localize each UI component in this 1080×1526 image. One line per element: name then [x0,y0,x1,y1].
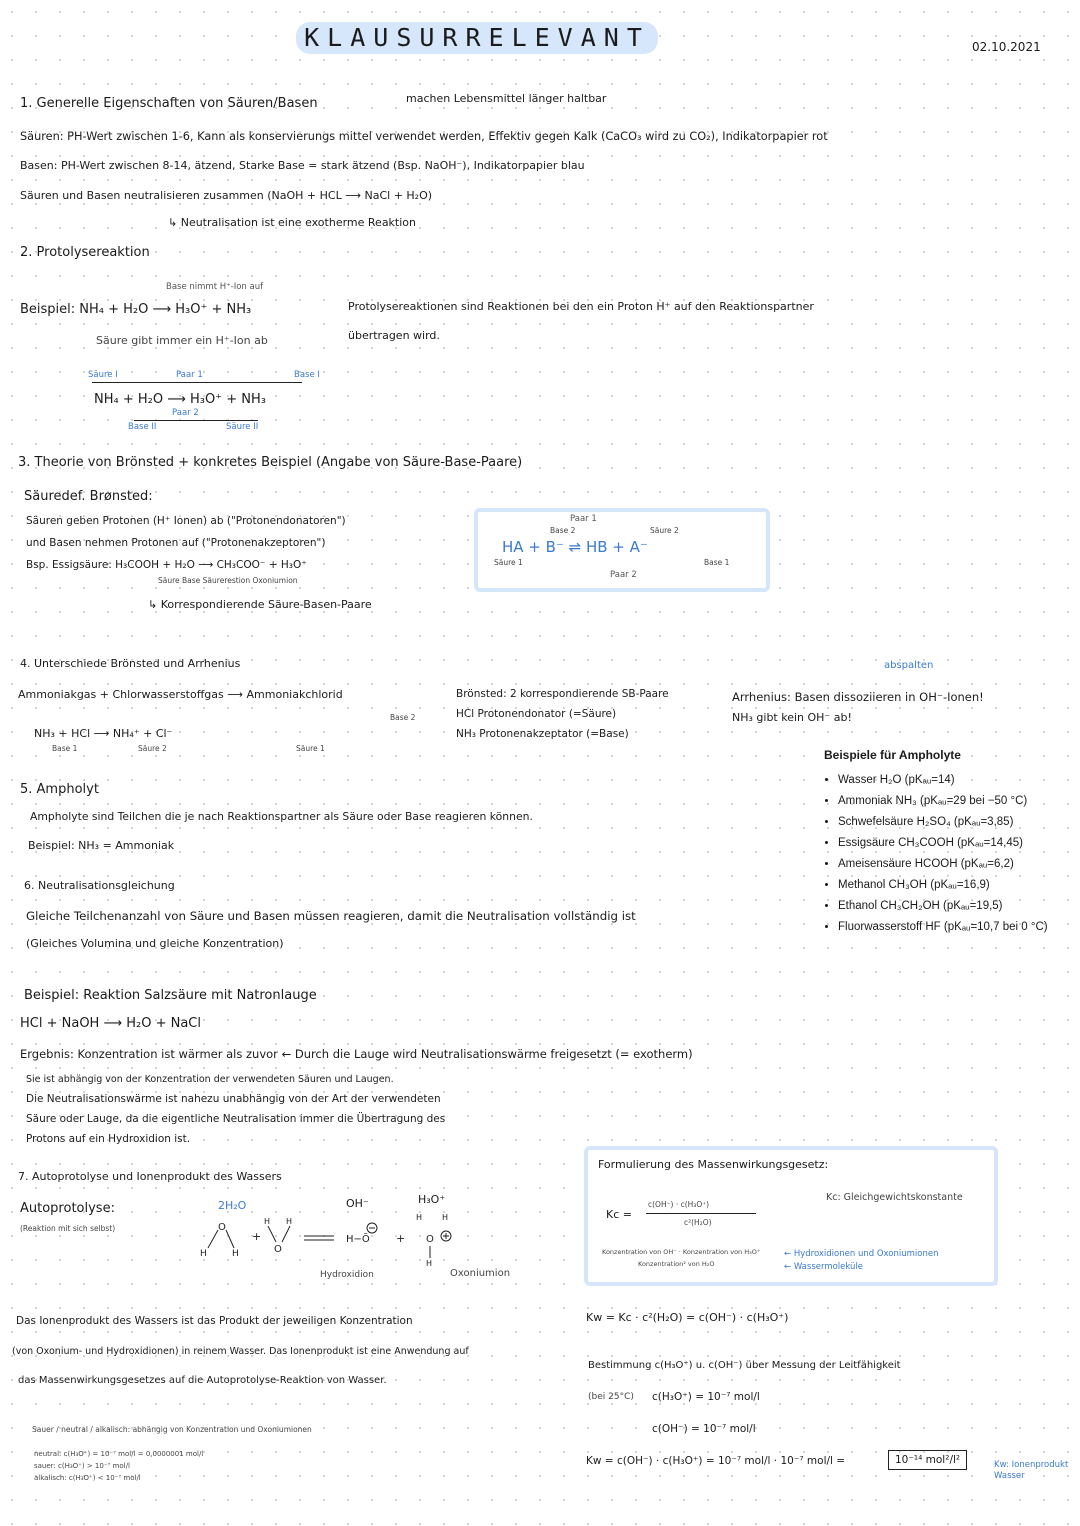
svg-text:O: O [426,1234,434,1245]
protolysis-definition-1: Protolysereaktionen sind Reaktionen bei den ein Proton H⁺ auf den Reaktionspartner [348,300,814,313]
base-label-top: Base nimmt H⁺-Ion auf [166,282,264,292]
section-4-heading: 4. Unterschiede Brönsted und Arrhenius [20,657,241,670]
label-base-2: Base 2 [390,713,416,722]
protolysis-definition-2: übertragen wird. [348,329,440,342]
kc-label: Kc: Gleichgewichtskonstante [826,1192,963,1203]
box-acid-1: Säure 1 [494,558,523,567]
svg-text:+: + [396,1232,406,1245]
pair-label-base-1: Base I [294,370,320,380]
acidity-note: Sauer / neutral / alkalisch: abhängig von Konzentration und Oxoniumionen [32,1425,312,1434]
ionic-product-text-3: das Massenwirkungsgesetzes auf die Autoprotolyse-Reaktion von Wasser. [18,1375,387,1386]
result-detail-1: Sie ist abhängig von der Konzentration der verwendeten Säuren und Laugen. [26,1074,394,1085]
bases-properties: Basen: PH-Wert zwischen 8-14, ätzend, Starke Base = stark ätzend (Bsp. NaOH⁻), Indikatorpapier blau [20,159,585,172]
bronsted-line-2: und Basen nehmen Protonen auf ("Protonenakzeptoren") [26,537,326,549]
neutralization-condition: Gleiche Teilchenanzahl von Säure und Basen müssen reagieren, damit die Neutralisation vollständig ist [26,909,636,923]
kc-denominator: c²(H₂O) [684,1218,712,1227]
list-item: • Schwefelsäure H₂SO₄ (pKₐᵤ=3,85) [838,812,1054,833]
box-base-2: Base 2 [550,526,576,535]
alkaline-condition: alkalisch: c(H₃O⁺) < 10⁻⁷ mol/l [34,1474,141,1482]
kw-definition: Kw = Kc · c²(H₂O) = c(OH⁻) · c(H₃O⁺) [586,1311,789,1324]
bronsted-note-3: NH₃ Protonenakzeptator (=Base) [456,728,629,740]
mass-action-box [584,1146,998,1286]
ionic-product-text-1: Das Ionenprodukt des Wassers ist das Produkt der jeweiligen Konzentration [16,1315,413,1327]
bronsted-example-labels: Säure Base Säurerestion Oxoniumion [158,576,298,585]
result-detail-3: Säure oder Lauge, da die eigentliche Neutralisation immer die Übertragung des [26,1113,446,1125]
kw-temperature: (bei 25°C) [588,1392,634,1402]
acid-base-pair-box [474,508,770,592]
box-pair-2: Paar 2 [610,570,637,580]
water-formula: 2H₂O [218,1199,247,1212]
autoprotolysis-label: Autoprotolyse: [20,1201,115,1216]
svg-text:H: H [442,1213,449,1222]
bronsted-note-2: HCl Protonendonator (=Säure) [456,708,617,720]
pair-label-pair-1: Paar 1 [176,370,203,380]
list-item: • Ethanol CH₃CH₂OH (pKₐᵤ=19,5) [838,896,1054,917]
kw-oh: c(OH⁻) = 10⁻⁷ mol/l [652,1423,756,1435]
label-acid-2: Säure 2 [138,744,167,753]
section-7-heading: 7. Autoprotolyse und Ionenprodukt des Wassers [18,1170,282,1183]
list-item: • Ameisensäure HCOOH (pKₐᵤ=6,2) [838,854,1054,875]
acids-properties: Säuren: PH-Wert zwischen 1-6, Kann als konservierungs mittel verwendet werden, Effektiv gegen Kalk (CaCO₃ wird zu CO₂), Indikatorpapier rot [20,130,828,143]
hydroxide-label: Hydroxidion [320,1270,374,1280]
svg-text:H: H [416,1213,423,1222]
oxonium-formula: H₃O⁺ [418,1193,446,1206]
neutral-condition: neutral: c(H₃O⁺) = 10⁻⁷ mol/l = 0,0000001 mol/l [34,1450,204,1458]
list-item: • Ammoniak NH₃ (pKₐᵤ=29 bei −50 °C) [838,791,1054,812]
mwg-side-1: ← Hydroxidionen und Oxoniumionen [784,1249,939,1259]
date: 02.10.2021 [972,40,1041,54]
list-item: • Fluorwasserstoff HF (pKₐᵤ=10,7 bei 0 °C) [838,917,1054,938]
mwg-footnote-1: Konzentration von OH⁻ · Konzentration von H₃O⁺ [602,1248,761,1256]
neutralization-condition-2: (Gleiches Volumina und gleiche Konzentration) [26,937,284,950]
svg-text:O: O [218,1222,226,1233]
kw-result: 10⁻¹⁴ mol²/l² [888,1450,967,1470]
svg-text:H: H [232,1249,239,1259]
abspalten-note: abspalten [884,660,934,671]
svg-text:+: + [252,1230,262,1243]
mwg-side-2: ← Wassermoleküle [784,1262,864,1272]
list-item: • Wasser H₂O (pKₐᵤ=14) [838,770,1054,791]
ammonia-reaction-words: Ammoniakgas + Chlorwasserstoffgas ⟶ Ammoniakchlorid [18,688,343,701]
box-pair-1: Paar 1 [570,514,597,524]
kc-symbol: Kc = [606,1208,632,1221]
list-item: • Essigsäure CH₃COOH (pKₐᵤ=14,45) [838,833,1054,854]
mwg-title: Formulierung des Massenwirkungsgesetz: [598,1158,829,1171]
kw-measurement: Bestimmung c(H₃O⁺) u. c(OH⁻) über Messung der Leitfähigkeit [588,1360,901,1371]
result-line: Ergebnis: Konzentration ist wärmer als zuvor ← Durch die Lauge wird Neutralisationswärme freigesetzt (= exotherm) [20,1047,693,1061]
list-item: • Methanol CH₃OH (pKₐᵤ=16,9) [838,875,1054,896]
section-1-annotation: machen Lebensmittel länger haltbar [406,92,607,105]
pair-label-pair-2: Paar 2 [172,408,199,418]
ionic-product-text-2: (von Oxonium- und Hydroxidionen) in reinem Wasser. Das Ionenprodukt ist eine Anwendung auf [12,1346,469,1357]
mwg-footnote-2: Konzentration² von H₂O [638,1260,715,1268]
protolysis-example: Beispiel: NH₄ + H₂O ⟶ H₃O⁺ + NH₃ [20,302,252,317]
svg-text:H: H [264,1217,271,1226]
acid-label-bottom: Säure gibt immer ein H⁺-Ion ab [96,334,268,347]
ampholyte-examples [824,748,1054,938]
ammonia-reaction-formula: NH₃ + HCl ⟶ NH₄⁺ + Cl⁻ [34,727,173,740]
bronsted-acid-def: Säuredef. Brønsted: [24,489,153,504]
autoprotolysis-structures [196,1210,456,1268]
arrhenius-note-2: NH₃ gibt kein OH⁻ ab! [732,711,852,724]
acid-condition: sauer: c(H₃O⁺) > 10⁻⁷ mol/l [34,1462,130,1470]
box-equation: HA + B⁻ ⇌ HB + A⁻ [502,538,648,556]
box-base-1: Base 1 [704,558,730,567]
pair-label-acid-1: Säure I [88,370,118,380]
section-1-heading: 1. Generelle Eigenschaften von Säuren/Basen [20,96,318,111]
section-3-heading: 3. Theorie von Brönsted + konkretes Beispiel (Angabe von Säure-Base-Paare) [18,455,523,470]
svg-text:H: H [426,1259,433,1268]
neutralize-line: Säuren und Basen neutralisieren zusammen (NaOH + HCL ⟶ NaCl + H₂O) [20,189,433,202]
corresponding-pairs: ↳ Korrespondierende Säure-Basen-Paare [148,598,372,611]
bronsted-example: Bsp. Essigsäure: H₃COOH + H₂O ⟶ CH₃COO⁻ + H₃O⁺ [26,559,307,571]
pair-label-acid-2: Säure II [226,422,259,432]
box-acid-2: Säure 2 [650,526,679,535]
bronsted-note-1: Brönsted: 2 korrespondierende SB-Paare [456,688,669,700]
pair-label-base-2: Base II [128,422,157,432]
neutralization-equation: HCl + NaOH ⟶ H₂O + NaCl [20,1016,201,1031]
kw-calculation: Kw = c(OH⁻) · c(H₃O⁺) = 10⁻⁷ mol/l · 10⁻⁷ mol/l = [586,1455,846,1467]
arrhenius-note-1: Arrhenius: Basen dissoziieren in OH⁻-Ionen! [732,690,984,704]
label-base-1: Base 1 [52,744,78,753]
page-title: KLAUSURRELEVANT [296,22,658,54]
svg-text:O: O [274,1244,282,1255]
hydroxide-formula: OH⁻ [346,1197,369,1210]
kc-numerator: c(OH⁻) · c(H₃O⁺) [648,1200,710,1209]
section-2-heading: 2. Protolysereaktion [20,245,150,260]
autoprotolysis-sub: (Reaktion mit sich selbst) [20,1224,116,1233]
section-5-heading: 5. Ampholyt [20,782,99,797]
pair-equation: NH₄ + H₂O ⟶ H₃O⁺ + NH₃ [94,392,266,407]
label-acid-1: Säure 1 [296,744,325,753]
bronsted-line-1: Säuren geben Protonen (H⁺ Ionen) ab ("Protonendonatoren") [26,515,346,527]
oxonium-label: Oxoniumion [450,1268,511,1279]
result-detail-2: Die Neutralisationswärme ist nahezu unabhängig von der Art der verwendeten [26,1093,441,1105]
section-6-heading: 6. Neutralisationsgleichung [24,879,175,892]
exothermic-note: ↳ Neutralisation ist eine exotherme Reaktion [168,216,416,229]
svg-text:H: H [200,1249,207,1259]
kw-h3o: c(H₃O⁺) = 10⁻⁷ mol/l [652,1391,760,1403]
kw-note: Kw: Ionenprodukt Wasser [994,1460,1069,1481]
svg-text:H: H [286,1217,293,1226]
svg-text:H−Ō: H−Ō [346,1234,370,1245]
result-detail-4: Protons auf ein Hydroxidion ist. [26,1133,191,1145]
ampholyte-definition: Ampholyte sind Teilchen die je nach Reaktionspartner als Säure oder Base reagieren können. [30,810,533,823]
ampholyte-heading: Beispiele für Ampholyte [824,748,961,762]
ampholyte-example: Beispiel: NH₃ = Ammoniak [28,839,175,852]
neutralization-example: Beispiel: Reaktion Salzsäure mit Natronlauge [24,988,317,1003]
